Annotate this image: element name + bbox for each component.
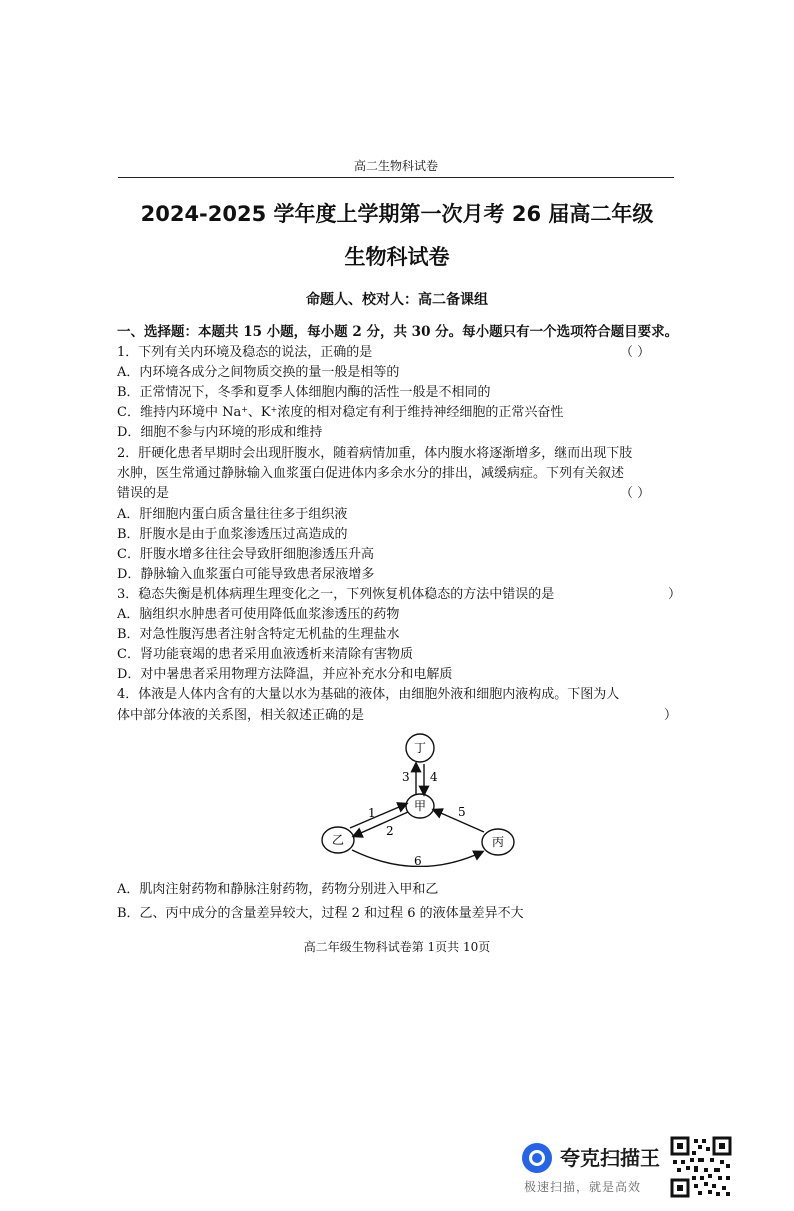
authors-line: 命题人、校对人：高二备课组	[306, 292, 488, 308]
arrow-2	[354, 812, 408, 836]
label-4: 4	[430, 770, 438, 784]
q1-option-a: A．内环境各成分之间物质交换的量一般是相等的	[117, 365, 400, 380]
q2-option-c: C．肝腹水增多往往会导致肝细胞渗透压升高	[117, 547, 374, 562]
body-fluid-diagram	[310, 732, 530, 867]
exam-subtitle: 生物科试卷	[344, 245, 450, 269]
exam-title: 2024-2025 学年度上学期第一次月考 26 届高二年级	[140, 202, 654, 226]
node-bing	[482, 829, 514, 855]
svg-text:丁: 丁	[413, 741, 427, 755]
header-divider	[118, 177, 674, 178]
q4-option-b: B．乙、丙中成分的含量差异较大，过程 2 和过程 6 的液体量差异不大	[117, 906, 524, 921]
node-jia	[406, 794, 434, 818]
q3-option-b: B．对急性腹泻患者注射含特定无机盐的生理盐水	[117, 627, 400, 642]
q4-option-a: A．肌肉注射药物和静脉注射药物，药物分别进入甲和乙	[117, 882, 439, 897]
q3-option-d: D．对中暑患者采用物理方法降温，并应补充水分和电解质	[117, 667, 453, 682]
q3-answer-paren: ）	[668, 587, 682, 602]
q4-answer-paren: ）	[664, 708, 678, 723]
q3-option-a: A．脑组织水肿患者可使用降低血浆渗透压的药物	[117, 607, 400, 622]
q1-answer-paren: （ ）	[620, 345, 651, 360]
q1-stem: 1．下列有关内环境及稳态的说法，正确的是	[117, 345, 373, 360]
label-1: 1	[368, 806, 376, 820]
q2-stem-line1: 2．肝硬化患者早期时会出现肝腹水，随着病情加重，体内腹水将逐渐增多，继而出现下肢	[117, 446, 633, 461]
q3-stem: 3．稳态失衡是机体病理生理变化之一，下列恢复机体稳态的方法中错误的是	[117, 587, 555, 602]
scanner-watermark	[522, 1139, 672, 1199]
qr-code-icon	[670, 1136, 732, 1198]
page-footer: 高二年级生物科试卷第 1页共 10页	[303, 940, 491, 954]
label-6: 6	[414, 854, 422, 867]
q2-answer-paren: （ ）	[620, 486, 651, 501]
label-5: 5	[458, 805, 466, 819]
node-ding	[406, 734, 434, 762]
q1-option-d: D．细胞不参与内环境的形成和维持	[117, 425, 323, 440]
q2-option-b: B．肝腹水是由于血浆渗透压过高造成的	[117, 527, 348, 542]
q3-option-c: C．肾功能衰竭的患者采用血液透析来清除有害物质	[117, 647, 413, 662]
q4-stem-line2: 体中部分体液的关系图，相关叙述正确的是	[117, 708, 365, 723]
q1-option-c: C．维持内环境中 Na+、K+浓度的相对稳定有利于维持神经细胞的正常兴奋性	[117, 405, 564, 420]
section-heading: 一、选择题：本题共 15 小题，每小题 2 分，共 30 分。每小题只有一个选项符合题目要求。	[117, 324, 679, 340]
q2-stem-line3: 错误的是	[117, 486, 170, 501]
q1-option-b: B．正常情况下，冬季和夏季人体细胞内酶的活性一般是不相同的	[117, 385, 491, 400]
svg-text:乙: 乙	[331, 833, 345, 847]
label-2: 2	[386, 824, 394, 838]
node-yi	[322, 827, 354, 853]
q2-option-a: A．肝细胞内蛋白质含量往往多于组织液	[117, 507, 348, 522]
svg-text:甲: 甲	[413, 799, 427, 813]
running-header: 高二生物科试卷	[353, 159, 438, 173]
scanner-brand-name: 夸克扫描王	[560, 1146, 660, 1170]
scanner-logo-icon	[522, 1143, 552, 1173]
q2-stem-line2: 水肿，医生常通过静脉输入血浆蛋白促进体内多余水分的排出，减缓病症。下列有关叙述	[117, 466, 625, 481]
q2-option-d: D．静脉输入血浆蛋白可能导致患者尿液增多	[117, 567, 375, 582]
scanner-slogan: 极速扫描，就是高效	[524, 1180, 642, 1194]
svg-text:丙: 丙	[491, 835, 505, 849]
q4-stem-line1: 4．体液是人体内含有的大量以水为基础的液体，由细胞外液和细胞内液构成。下图为人	[117, 687, 620, 702]
label-3: 3	[402, 770, 410, 784]
